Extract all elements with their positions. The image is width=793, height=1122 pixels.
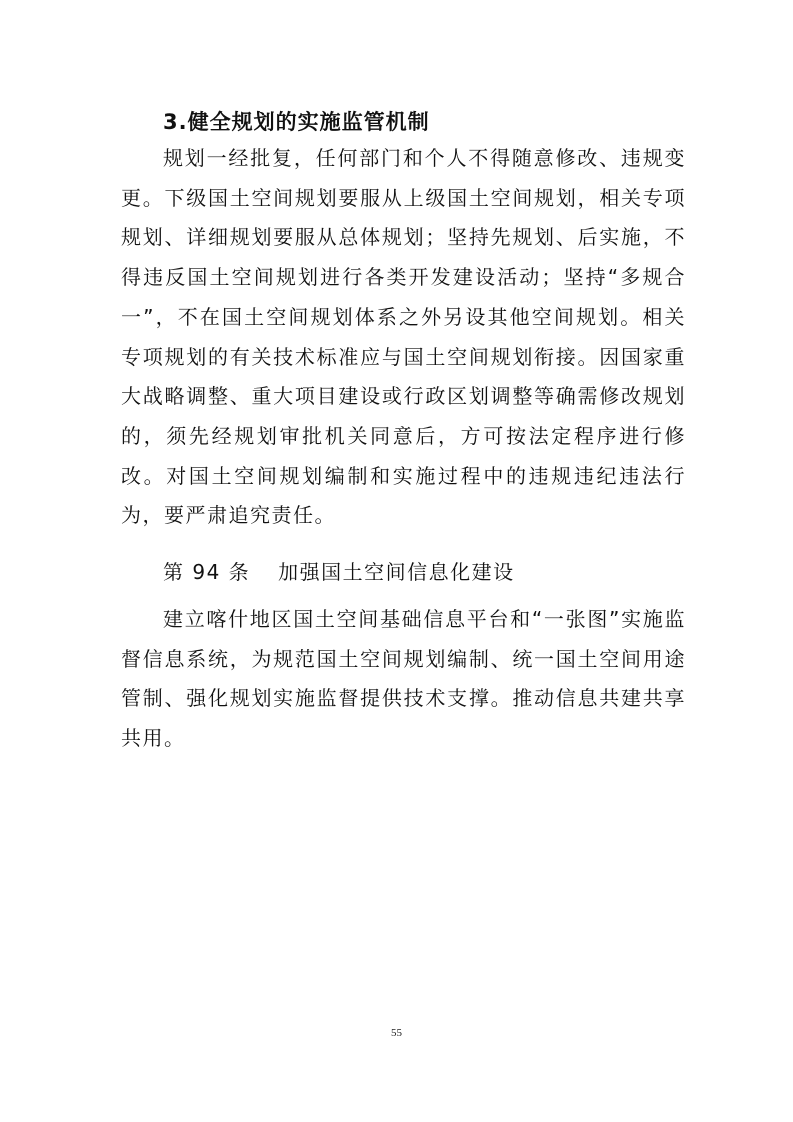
article-title: 加强国土空间信息化建设 bbox=[278, 560, 515, 584]
article-heading bbox=[163, 556, 683, 588]
paragraph-informatization: 建立喀什地区国土空间基础信息平台和“一张图”实施监督信息系统，为规范国土空间规划编制、统一国土空间用途管制、强化规划实施监督提供技术支撑。推动信息共建共享共用。 bbox=[121, 607, 686, 751]
page-number: 55 bbox=[391, 1027, 402, 1039]
section-heading: 3.健全规划的实施监管机制 bbox=[163, 110, 430, 134]
paragraph-planning-supervision: 规划一经批复，任何部门和个人不得随意修改、违规变更。下级国土空间规划要服从上级国土空间规划，相关专项规划、详细规划要服从总体规划；坚持先规划、后实施，不得违反国土空间规划进行各类开发建设活动；坚持“多规合一”，不在国土空间规划体系之外另设其他空间规划。相关专项规划的有关技术标准应与国土空间规划衔接。因国家重大战略调整、重大项目建设或行政区划调整等确需修改规划的，须先经规划审批机关同意后，方可按法定程序进行修改。对国土空间规划编制和实施过程中的违规违纪违法行为，要严肃追究责任。 bbox=[121, 146, 686, 528]
article-number: 第 94 条 bbox=[163, 560, 251, 584]
